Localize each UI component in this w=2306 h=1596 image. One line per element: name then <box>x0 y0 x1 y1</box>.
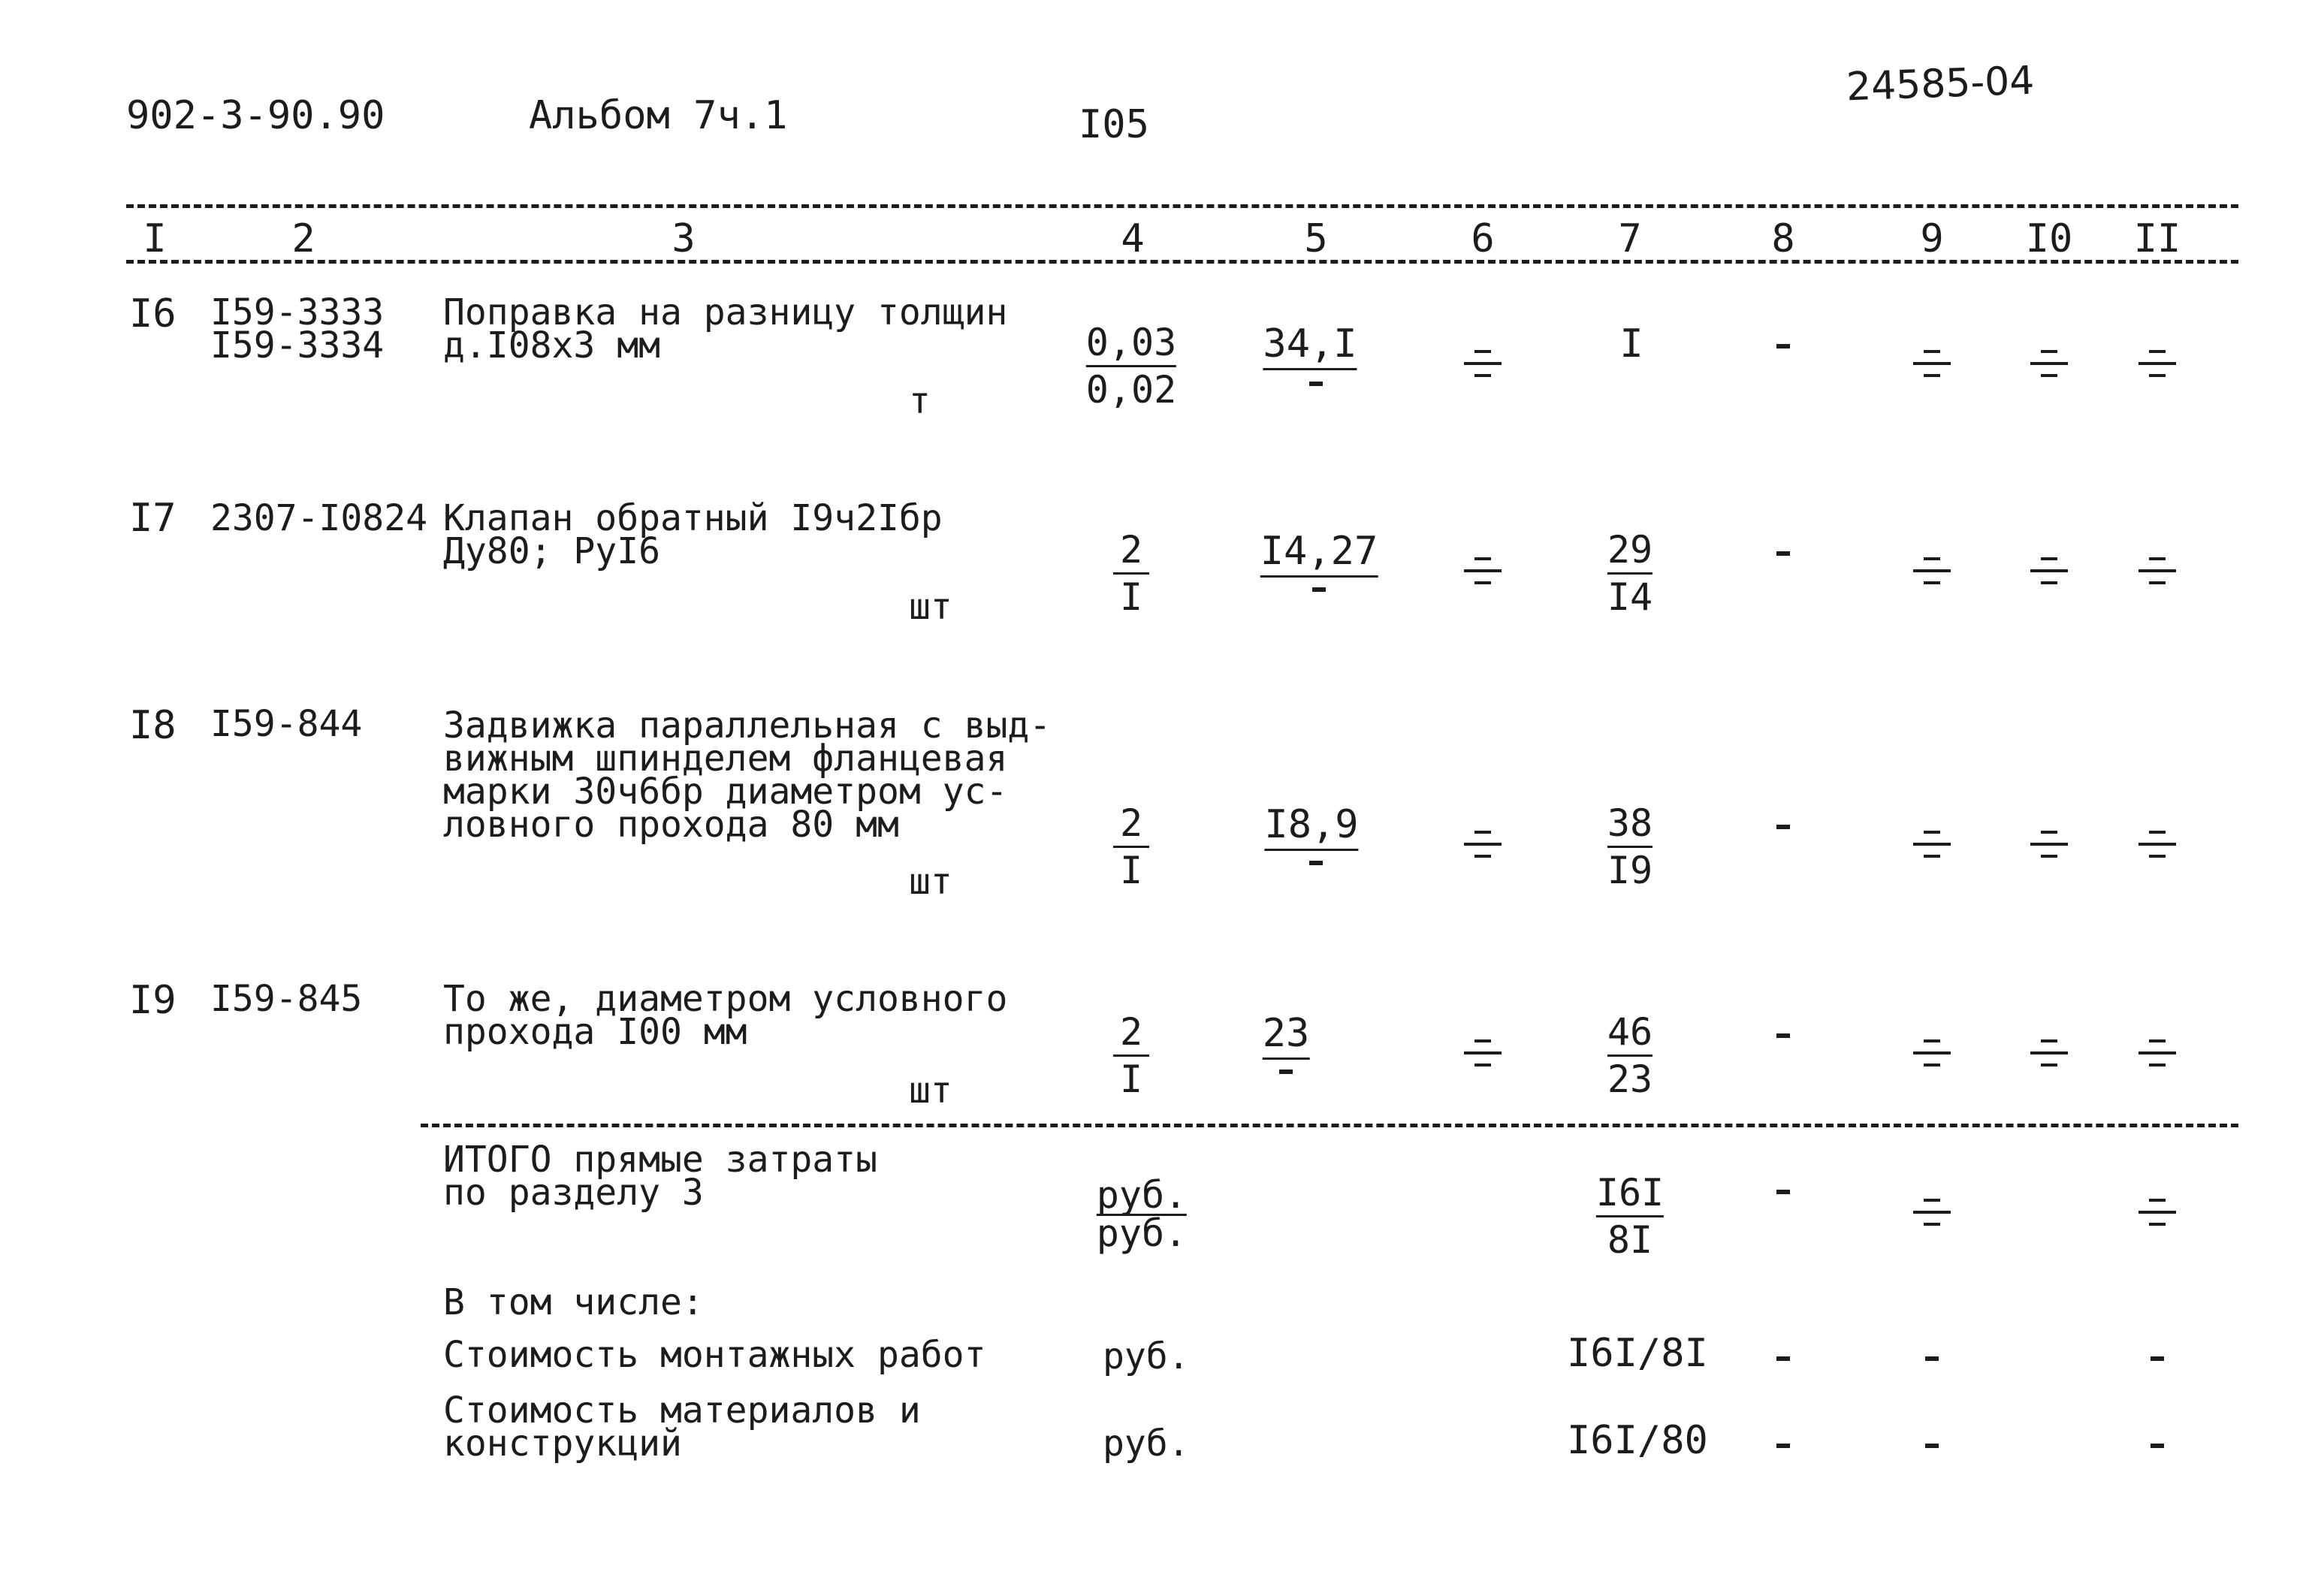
column-header-2: 2 <box>291 216 315 261</box>
breakdown-col9-dash <box>1925 1444 1939 1448</box>
col10-fraction-dash <box>2030 345 2068 383</box>
row-cost <box>1607 529 1653 618</box>
price-dash <box>1309 861 1323 865</box>
row-number: I9 <box>129 978 177 1023</box>
row-unit: шт <box>909 1070 952 1112</box>
row-description: То же, диаметром условного <box>443 978 1008 1020</box>
quantity-bottom: I <box>1119 575 1143 619</box>
cost-bottom: I9 <box>1607 849 1653 892</box>
header-rule-bottom <box>126 260 2238 264</box>
column-header-11: II <box>2133 216 2181 261</box>
price-dash <box>1312 587 1326 592</box>
column-header-8: 8 <box>1771 216 1795 261</box>
row-price: 34,I <box>1263 324 1357 364</box>
row-cost: I <box>1619 321 1643 367</box>
album-label: Альбом 7ч.1 <box>529 93 788 138</box>
row-price: I4,27 <box>1260 532 1378 571</box>
row-unit: шт <box>909 861 952 903</box>
row-price: 23 <box>1263 1014 1310 1053</box>
column-header-5: 5 <box>1304 216 1328 261</box>
col6-fraction-dash <box>1464 553 1502 590</box>
breakdown-unit: руб. <box>1103 1335 1190 1377</box>
row-code: I59-844 <box>210 703 363 745</box>
breakdown-cost: I6I/8I <box>1567 1331 1708 1376</box>
row-unit: шт <box>909 586 952 628</box>
row-description: вижным шпинделем фланцевая <box>443 738 1008 780</box>
quantity-top: 2 <box>1119 801 1143 845</box>
row-cost <box>1607 1011 1653 1100</box>
col6-fraction-dash <box>1464 345 1502 383</box>
header-rule-top <box>126 204 2238 208</box>
quantity-bottom: I <box>1119 1057 1143 1101</box>
row-quantity <box>1113 1011 1149 1100</box>
totals-cost-top: I6I <box>1595 1171 1665 1214</box>
row-number: I7 <box>129 496 177 541</box>
col10-fraction-dash <box>2030 826 2068 864</box>
col9-fraction-dash <box>1913 1035 1951 1073</box>
col11-fraction-dash <box>2138 553 2176 590</box>
breakdown-label: конструкций <box>443 1423 682 1465</box>
breakdown-col8-dash <box>1776 1356 1790 1361</box>
cost-bottom: 23 <box>1607 1057 1653 1101</box>
quantity-top: 2 <box>1119 1010 1143 1054</box>
col9-fraction-dash <box>1913 553 1951 590</box>
col6-fraction-dash <box>1464 826 1502 864</box>
row-number: I6 <box>129 291 177 336</box>
column-header-6: 6 <box>1471 216 1495 261</box>
totals-unit <box>1096 1173 1188 1255</box>
col8-dash <box>1776 1033 1790 1038</box>
row-code: I59-3334 <box>210 324 385 367</box>
quantity-bottom: 0,02 <box>1085 368 1177 412</box>
column-header-3: 3 <box>672 216 696 261</box>
quantity-top: 2 <box>1119 528 1143 572</box>
row-quantity <box>1113 802 1149 892</box>
col11-fraction-dash <box>2138 826 2176 864</box>
row-unit: т <box>909 380 931 422</box>
row-number: I8 <box>129 703 177 748</box>
breakdown-label: Стоимость материалов и <box>443 1389 921 1432</box>
cost-top: 46 <box>1607 1010 1653 1054</box>
price-dash <box>1309 382 1323 386</box>
quantity-bottom: I <box>1119 849 1143 892</box>
totals-rule <box>421 1124 2238 1127</box>
breakdown-col11-dash <box>2151 1444 2164 1448</box>
row-cost <box>1607 802 1653 892</box>
column-header-9: 9 <box>1920 216 1944 261</box>
row-description: прохода I00 мм <box>443 1011 747 1053</box>
including-label: В том числе: <box>443 1281 704 1323</box>
col9-fraction-dash <box>1913 826 1951 864</box>
breakdown-cost: I6I/80 <box>1567 1418 1708 1463</box>
column-header-10: I0 <box>2025 216 2073 261</box>
price-dash <box>1279 1070 1293 1074</box>
col8-dash <box>1776 551 1790 556</box>
row-code: 2307-I0824 <box>210 497 427 539</box>
col6-fraction-dash <box>1464 1035 1502 1073</box>
document-code: 902-3-90.90 <box>126 93 385 138</box>
row-description: д.I08х3 мм <box>443 324 660 367</box>
page-number: I05 <box>1079 102 1149 147</box>
row-description: Клапан обратный I9ч2Iбр <box>443 497 943 539</box>
row-quantity <box>1086 321 1176 411</box>
column-header-4: 4 <box>1121 216 1145 261</box>
row-description: Поправка на разницу толщин <box>443 291 1008 333</box>
col9-fraction-dash <box>1913 345 1951 383</box>
cost-bottom: I4 <box>1607 575 1653 619</box>
cost-top: 29 <box>1607 528 1653 572</box>
totals-label: по разделу 3 <box>443 1172 704 1214</box>
col10-fraction-dash <box>2030 1035 2068 1073</box>
totals-col9-fraction-dash <box>1913 1194 1951 1232</box>
totals-col11-fraction-dash <box>2138 1194 2176 1232</box>
col11-fraction-dash <box>2138 345 2176 383</box>
row-price: I8,9 <box>1264 805 1358 844</box>
totals-col8-dash <box>1776 1190 1790 1194</box>
breakdown-unit: руб. <box>1103 1423 1190 1465</box>
col8-dash <box>1776 825 1790 829</box>
handwritten-number: 24585-04 <box>1846 58 2036 110</box>
col8-dash <box>1776 344 1790 348</box>
quantity-top: 0,03 <box>1085 321 1177 364</box>
column-header-1: I <box>143 216 167 261</box>
row-description: Задвижка параллельная с выд- <box>443 704 1052 747</box>
column-header-7: 7 <box>1618 216 1642 261</box>
totals-label: ИТОГО прямые затраты <box>443 1139 877 1181</box>
totals-unit-top: руб. <box>1096 1173 1188 1217</box>
col11-fraction-dash <box>2138 1035 2176 1073</box>
row-description: марки 30ч6бр диаметром ус- <box>443 771 1008 813</box>
row-code: I59-845 <box>210 978 363 1020</box>
totals-cost-bottom: 8I <box>1607 1218 1653 1262</box>
breakdown-col9-dash <box>1925 1356 1939 1361</box>
col10-fraction-dash <box>2030 553 2068 590</box>
breakdown-label: Стоимость монтажных работ <box>443 1334 986 1376</box>
row-quantity <box>1113 529 1149 618</box>
breakdown-col11-dash <box>2151 1356 2164 1361</box>
row-description: Ду80; РуI6 <box>443 530 660 572</box>
breakdown-col8-dash <box>1776 1444 1790 1448</box>
cost-top: 38 <box>1607 801 1653 845</box>
row-code: I59-3333 <box>210 291 385 333</box>
totals-cost <box>1596 1172 1664 1261</box>
totals-unit-bottom: руб. <box>1096 1211 1188 1255</box>
row-description: ловного прохода 80 мм <box>443 804 899 846</box>
